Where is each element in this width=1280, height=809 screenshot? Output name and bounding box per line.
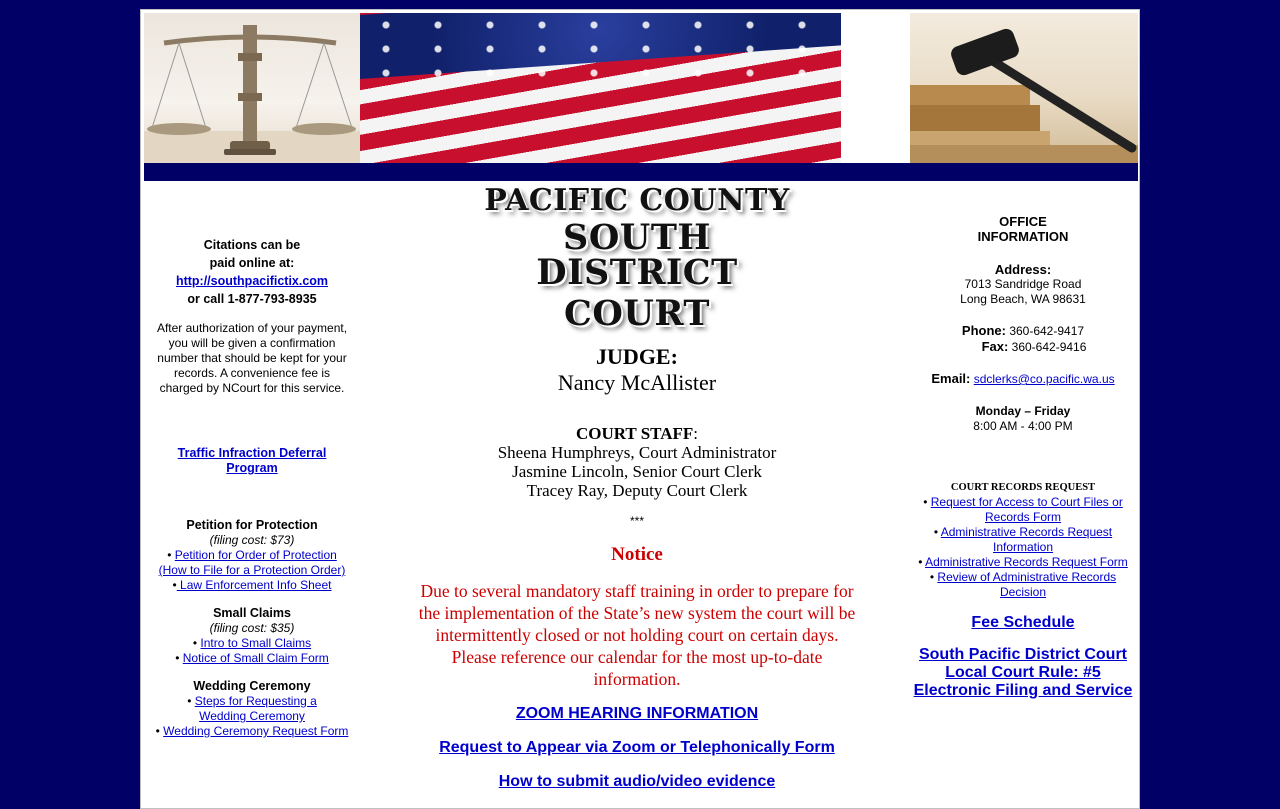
small-claims-block: Small Claims (filing cost: $35) • Intro to Small Claims • Notice of Small Claim Form <box>144 606 360 666</box>
wedding-heading: Wedding Ceremony <box>193 679 311 693</box>
protection-block: Petition for Protection (filing cost: $73) • Petition for Order of Protection (How to File for a Protection Order) • Law Enforcement Info Sheet <box>144 518 360 593</box>
email-link[interactable]: sdclerks@co.pacific.wa.us <box>973 372 1115 386</box>
citations-payment-link[interactable]: http://southpacifictix.com <box>175 274 329 288</box>
how-to-file-link[interactable]: (How to File for a Protection Order) <box>158 563 346 577</box>
local-rule-line: Electronic Filing and Service <box>913 682 1133 699</box>
admin-records-info-link[interactable]: Administrative Records Request <box>940 525 1113 539</box>
staff-member: Tracey Ray, Deputy Court Clerk <box>526 481 748 500</box>
traffic-deferral-link-line: Program <box>226 461 278 475</box>
office-heading-line: INFORMATION <box>977 229 1069 244</box>
intro-small-claims-link[interactable]: Intro to Small Claims <box>200 636 312 650</box>
header-banner <box>144 13 1138 163</box>
court-logo-line: SOUTH DISTRICT <box>536 217 738 293</box>
office-days: Monday – Friday <box>975 404 1071 418</box>
records-block: COURT RECORDS REQUEST • Request for Access to Court Files or Records Form • Administrative Records Request Information • Administrative Records Request Form • Review of Administrative Records Decision <box>909 480 1137 600</box>
left-sidebar <box>144 236 360 739</box>
citations-block <box>144 236 360 308</box>
wedding-steps-link[interactable]: Steps for Requesting a <box>194 694 317 708</box>
payment-note-line: you will be given a confirmation <box>168 336 336 350</box>
header-blue-bar <box>144 163 1138 181</box>
judge-label: JUDGE: <box>596 344 678 369</box>
notice-text <box>367 580 907 690</box>
notice-small-claim-link[interactable]: Notice of Small Claim Form <box>182 651 329 665</box>
local-rule-block <box>909 646 1137 700</box>
office-hours: 8:00 AM - 4:00 PM <box>973 419 1073 433</box>
staff-colon: : <box>693 424 699 443</box>
payment-note-line: records. A convenience fee is <box>173 366 331 380</box>
zoom-hearing-link[interactable]: ZOOM HEARING INFORMATION <box>515 705 759 722</box>
court-logo-line: PACIFIC COUNTY <box>484 183 790 218</box>
local-rule-line: South Pacific District Court <box>918 646 1128 663</box>
law-enforcement-info-link[interactable]: Law Enforcement Info Sheet <box>176 578 332 592</box>
payment-note-line: number that should be kept for your <box>157 351 347 365</box>
petition-order-link[interactable]: Petition for Order of Protection <box>174 548 337 562</box>
admin-records-info-link-line2[interactable]: Information <box>992 540 1054 554</box>
court-files-request-link[interactable]: Request for Access to Court Files or <box>930 495 1123 509</box>
phone-label: Phone: <box>961 323 1006 338</box>
court-logo <box>462 183 812 334</box>
citations-phone: or call 1-877-793-8935 <box>187 292 317 306</box>
judge-block <box>367 344 907 396</box>
small-claims-cost: (filing cost: $35) <box>209 621 295 635</box>
address-line: Long Beach, WA 98631 <box>960 292 1086 306</box>
center-links <box>367 704 907 792</box>
address-label: Address: <box>994 262 1052 277</box>
admin-records-form-link[interactable]: Administrative Records Request Form <box>925 555 1128 569</box>
local-court-rule-link[interactable] <box>914 646 1133 699</box>
protection-heading: Petition for Protection <box>186 518 318 532</box>
page-container <box>140 9 1140 809</box>
staff-member: Sheena Humphreys, Court Administrator <box>497 443 777 462</box>
payment-note-line: After authorization of your payment, <box>156 321 348 335</box>
court-files-request-link-line2[interactable]: Records Form <box>984 510 1061 524</box>
staff-label: COURT STAFF <box>575 424 694 443</box>
fee-schedule-link[interactable]: Fee Schedule <box>971 614 1075 631</box>
protection-cost: (filing cost: $73) <box>209 533 295 547</box>
phone-number: 360-642-9417 <box>1005 324 1085 338</box>
notice-line: Due to several mandatory staff training in order to prepare for <box>420 581 854 601</box>
local-rule-line: Local Court Rule: #5 <box>945 664 1101 681</box>
phone-block <box>909 323 1137 355</box>
separator: *** <box>629 514 644 528</box>
wedding-request-form-link[interactable]: Wedding Ceremony Request Form <box>163 724 349 738</box>
address-line: 7013 Sandridge Road <box>964 277 1082 291</box>
address-block <box>909 262 1137 307</box>
payment-note-line: charged by NCourt for this service. <box>159 381 345 395</box>
fax-label: Fax: <box>981 339 1009 354</box>
email-label: Email: <box>931 371 971 386</box>
gavel-and-book-image <box>910 13 1138 163</box>
notice-line: information. <box>593 669 681 689</box>
american-flag-image <box>360 13 841 163</box>
notice-line: Please reference our calendar for the most up-to-date <box>451 647 823 667</box>
notice-line: the implementation of the State’s new system the court will be <box>418 603 856 623</box>
judge-name: Nancy McAllister <box>557 370 717 395</box>
notice-line: intermittently closed or not holding court on certain days. <box>435 625 839 645</box>
scales-of-justice-image <box>144 13 360 163</box>
traffic-deferral-link[interactable] <box>178 446 327 475</box>
fax-number: 360-642-9416 <box>1008 340 1087 354</box>
records-heading: COURT RECORDS REQUEST <box>950 482 1096 493</box>
wedding-steps-link-line2[interactable]: Wedding Ceremony <box>199 709 305 723</box>
office-heading <box>909 214 1137 244</box>
traffic-deferral-link-line: Traffic Infraction Deferral <box>177 446 327 460</box>
request-appear-link[interactable]: Request to Appear via Zoom or Telephonically Form <box>439 739 835 756</box>
citations-text: Citations can be <box>203 238 301 252</box>
email-block <box>909 371 1137 387</box>
deferral-block <box>144 446 360 476</box>
main-content <box>367 182 907 792</box>
staff-block <box>367 424 907 500</box>
right-sidebar <box>909 214 1137 700</box>
notice-title: Notice <box>611 544 663 565</box>
flag-stars <box>360 13 841 79</box>
staff-member: Jasmine Lincoln, Senior Court Clerk <box>512 462 762 481</box>
admin-records-review-link-line2[interactable]: Decision <box>999 585 1047 599</box>
admin-records-review-link[interactable]: Review of Administrative Records <box>937 570 1117 584</box>
court-logo-line: COURT <box>564 293 710 334</box>
citations-text: paid online at: <box>209 256 295 270</box>
office-heading-line: OFFICE <box>999 214 1047 229</box>
hours-block <box>909 404 1137 434</box>
payment-note <box>144 321 360 396</box>
small-claims-heading: Small Claims <box>213 606 291 620</box>
wedding-block: Wedding Ceremony • Steps for Requesting a Wedding Ceremony • Wedding Ceremony Request Form <box>144 679 360 739</box>
audio-video-evidence-link[interactable]: How to submit audio/video evidence <box>498 773 776 790</box>
